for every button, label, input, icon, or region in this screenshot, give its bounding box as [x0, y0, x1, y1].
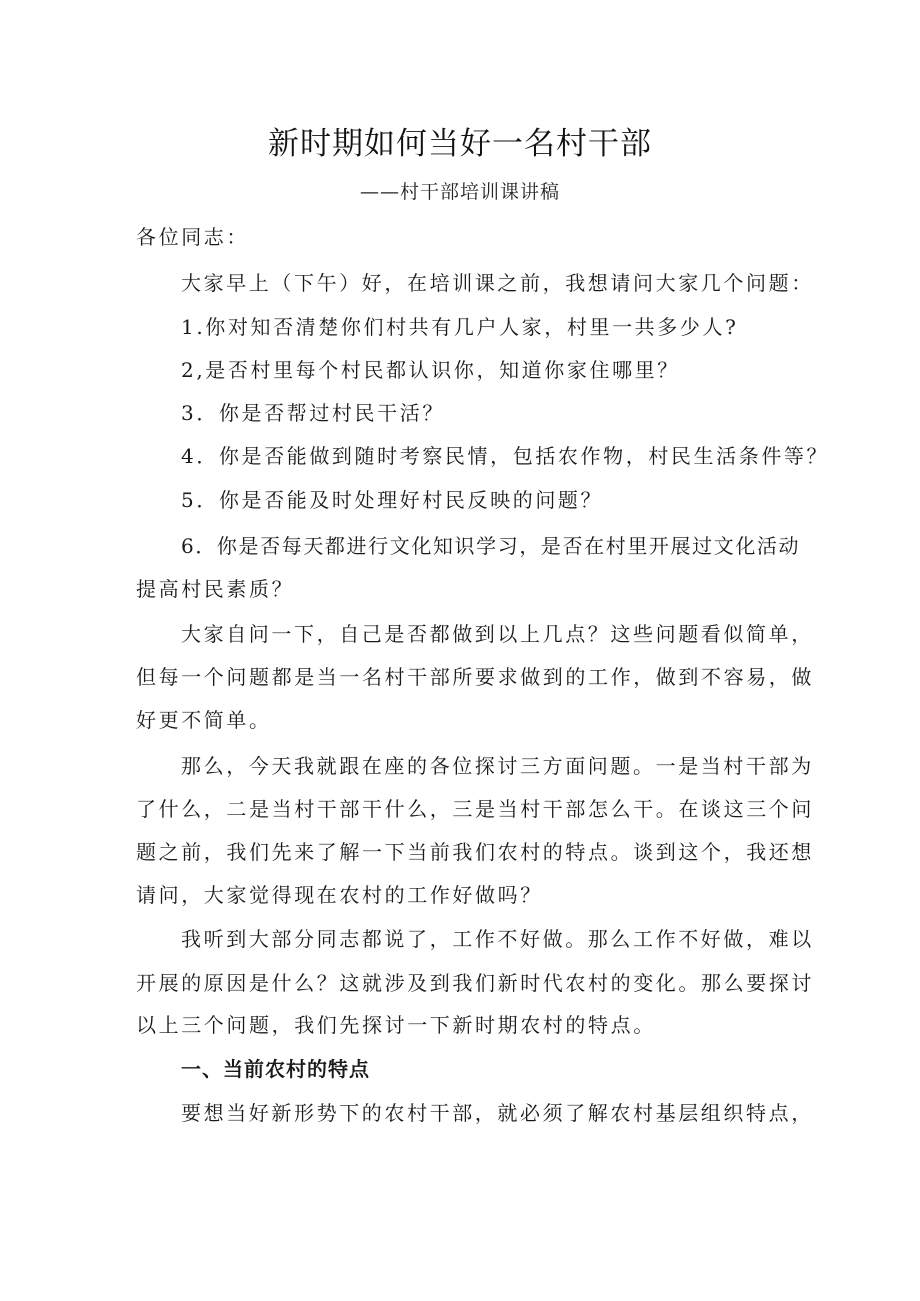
question-3: 3．你是否帮过村民干活？ [181, 401, 445, 425]
question-4: 4．你是否能做到随时考察民情，包括农作物，村民生活条件等？ [181, 444, 830, 468]
paragraph-1-line-3: 好更不简单。 [136, 708, 272, 732]
question-1: 1.你对知否清楚你们村共有几户人家，村里一共多少人? [181, 315, 739, 339]
question-5: 5．你是否能及时处理好村民反映的问题？ [181, 488, 604, 512]
question-6-continued: 提高村民素质？ [136, 577, 295, 601]
paragraph-3-line-2: 开展的原因是什么？这就涉及到我们新时代农村的变化。那么要探讨 [136, 971, 814, 995]
paragraph-2-line-3: 题之前，我们先来了解一下当前我们农村的特点。谈到这个，我还想 [136, 840, 814, 864]
question-2: 2,是否村里每个村民都认识你，知道你家住哪里？ [181, 358, 680, 382]
section-1-heading: 一、当前农村的特点 [181, 1057, 370, 1081]
paragraph-2-line-1: 那么，今天我就跟在座的各位探讨三方面问题。一是当村干部为 [181, 754, 814, 778]
document-subtitle: ——村干部培训课讲稿 [360, 181, 561, 203]
document-title: 新时期如何当好一名村干部 [268, 126, 652, 162]
paragraph-3-line-1: 我听到大部分同志都说了，工作不好做。那么工作不好做，难以 [181, 927, 814, 951]
paragraph-2-line-2: 了什么，二是当村干部干什么，三是当村干部怎么干。在谈这三个问 [136, 797, 814, 821]
question-6: 6．你是否每天都进行文化知识学习，是否在村里开展过文化活动 [181, 534, 801, 558]
paragraph-3-line-3: 以上三个问题，我们先探讨一下新时期农村的特点。 [136, 1013, 656, 1037]
section-1-text: 要想当好新形势下的农村干部，就必须了解农村基层组织特点， [181, 1101, 814, 1125]
paragraph-2-line-4: 请问，大家觉得现在农村的工作好做吗？ [136, 883, 543, 907]
salutation: 各位同志： [136, 225, 249, 249]
paragraph-1-line-2: 但每一个问题都是当一名村干部所要求做到的工作，做到不容易，做 [136, 665, 814, 689]
intro-line: 大家早上（下午）好，在培训课之前，我想请问大家几个问题： [181, 271, 814, 295]
paragraph-1-line-1: 大家自问一下，自己是否都做到以上几点？这些问题看似简单， [181, 622, 814, 646]
